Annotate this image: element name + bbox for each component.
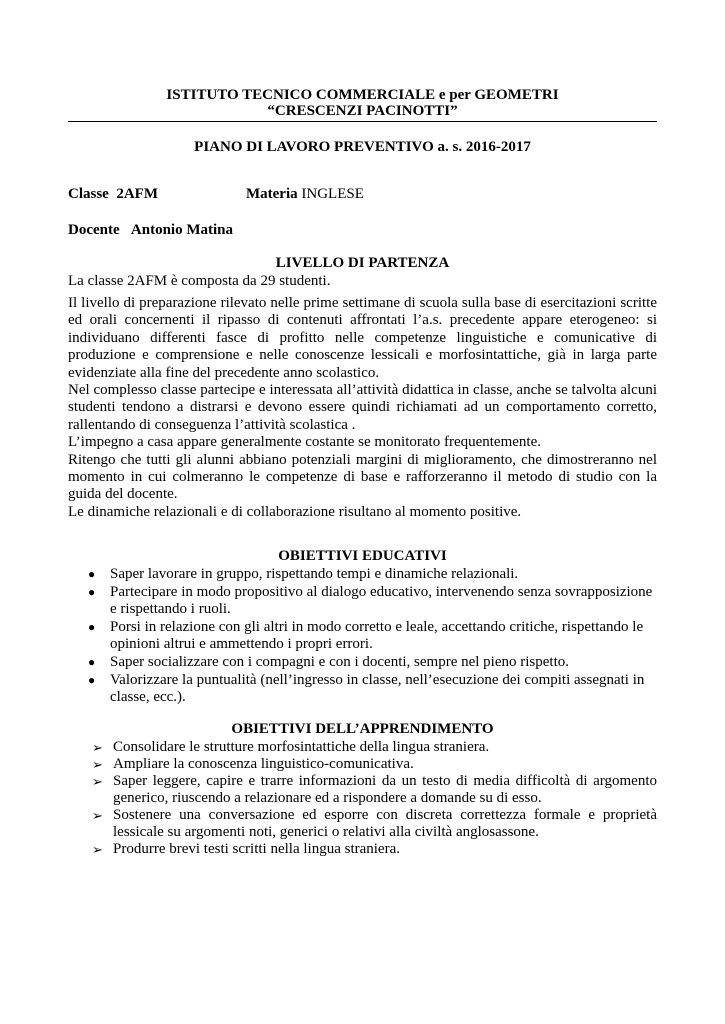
bullet-icon: ● [88,673,96,687]
livello-paragraph: Le dinamiche relazionali e di collaborazione risultano al momento positive. [68,503,522,520]
educativi-heading: OBIETTIVI EDUCATIVI [278,548,447,564]
apprendimento-list [92,739,657,858]
plan-title: PIANO DI LAVORO PREVENTIVO a. s. 2016-2017 [194,139,531,155]
list-item: ● Saper socializzare con i compagni e con i docenti, sempre nel pieno rispetto. [88,654,570,670]
livello-paragraph: Il livello di preparazione rilevato nelle prime settimane di scuola sulla base di esercitazioni scritte ed orali concernenti il ripasso di contenuti affrontati l’a.s. precedente appare eterogeneo: si individuano differenti fasce di profitto nelle competenze linguistiche e comunicative di produzione e comprensione e nelle conoscenze lessicali e morfosintattiche, già in larga parte evidenziate alla fine del precedente anno scolastico. [68,295,657,381]
livello-paragraph: Nel complesso classe partecipe e interessata all’attività didattica in classe, anche se talvolta alcuni studenti tendono a distrarsi e devono essere quindi richiamati ad un comportamento corretto, rallentando di conseguenza l’attività scolastica . [68,382,657,433]
livello-body [68,295,657,521]
list-item: ● Valorizzare la puntualità (nell’ingresso in classe, nell’esecuzione dei compiti assegnati in classe, ecc.). [88,672,645,705]
list-item: ● Porsi in relazione con gli altri in modo corretto e leale, accettando critiche, rispettando le opinioni altrui e ammettendo i propri errori. [88,619,644,652]
bullet-icon: ● [88,567,96,581]
arrow-bullet-icon: ➢ [92,808,103,823]
list-item: ● Partecipare in modo propositivo al dialogo educativo, intervenendo senza sovrapposizione e rispettando i ruoli. [88,584,653,617]
teacher-label: Docente [68,222,120,238]
arrow-bullet-icon: ➢ [92,842,103,857]
subject-info [246,186,364,203]
livello-intro: La classe 2AFM è composta da 29 studenti. [68,273,331,289]
institute-name: ISTITUTO TECNICO COMMERCIALE e per GEOMETRI [166,87,559,103]
arrow-bullet-icon: ➢ [92,757,103,772]
teacher-value: Antonio Matina [130,222,233,238]
bullet-icon: ● [88,585,96,599]
class-value: 2AFM [116,186,158,202]
header-divider [68,121,657,122]
list-item: ➢ Saper leggere, capire e trarre informazioni da un testo di media difficoltà di argomento generico, riuscendo a relazionare ed a rispondere a domande su di esso. [92,773,657,806]
livello-heading: LIVELLO DI PARTENZA [275,255,450,271]
arrow-bullet-icon: ➢ [92,774,103,789]
subject-value: INGLESE [301,186,364,202]
list-item: ➢ Ampliare la conoscenza linguistico-comunicativa. [92,756,414,772]
class-label: Classe [68,186,109,202]
list-item: ➢ Produrre brevi testi scritti nella lingua straniera. [92,841,400,857]
institute-subtitle: “CRESCENZI PACINOTTI” [267,103,458,119]
bullet-icon: ● [88,620,96,634]
list-item: ➢ Sostenere una conversazione ed esporre con discreta correttezza formale e proprietà lessicale su argomenti noti, generici o relativi alla civiltà anglosassone. [92,807,657,840]
apprendimento-heading: OBIETTIVI DELL’APPRENDIMENTO [231,721,494,737]
livello-paragraph: Ritengo che tutti gli alunni abbiano potenziali margini di miglioramento, che dimostreranno nel momento in cui colmeranno le competenze di base e rafforzeranno il metodo di studio con la guida del docente. [68,451,657,503]
list-item: ➢ Consolidare le strutture morfosintattiche della lingua straniera. [92,739,490,755]
livello-paragraph: L’impegno a casa appare generalmente costante se monitorato frequentemente. [68,434,541,451]
educativi-list [88,566,657,707]
bullet-icon: ● [88,655,96,669]
class-info [68,186,158,203]
list-item: ● Saper lavorare in gruppo, rispettando tempi e dinamiche relazionali. [88,566,519,582]
arrow-bullet-icon: ➢ [92,740,103,755]
subject-label: Materia [246,186,298,202]
teacher-info [68,222,233,239]
